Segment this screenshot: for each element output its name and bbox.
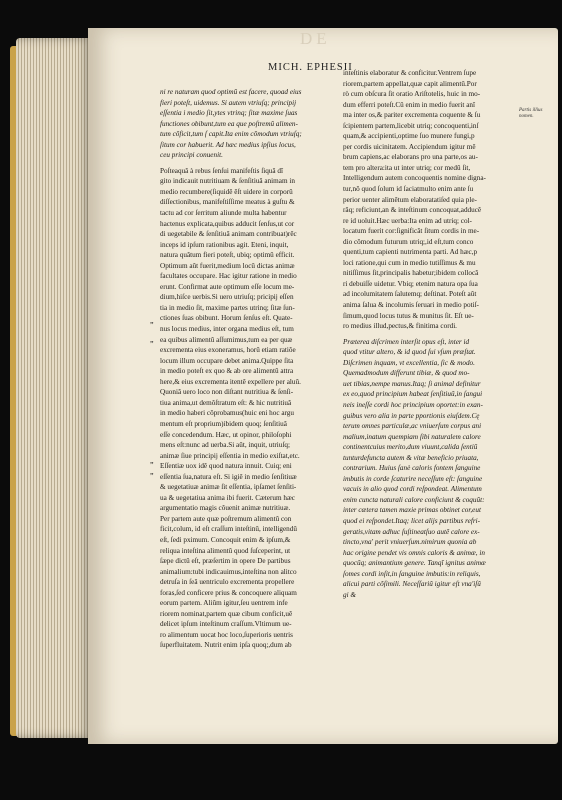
- text-line: tur,nõ quod ſolum id ſaciatmulto enim ante ſu: [343, 185, 474, 194]
- text-line: quocũq; animantium genere. Tanqĩ ignitus animæ: [343, 559, 486, 568]
- text-line: facultates occupare. Hac igitur ratione in medio: [160, 272, 297, 281]
- text-line: quod ei reſpondet.Itaq; licet alijs partibus refri-: [343, 516, 481, 525]
- text-line: reliqua inteſtina alimentũ quod ſuſceperint, ut: [160, 546, 291, 555]
- text-line: gito indicauit nutritiuam & ſenſitiuã animam in: [160, 177, 295, 186]
- text-line: nus locus medius, inter organa medius eſt, tum: [160, 325, 294, 334]
- text-line: ſomes cordi inſit,in ſanguine imbutis:in reliquis,: [343, 569, 481, 578]
- text-line: uet tibias,nempe manus.Itaq; ſi animal definitur: [343, 379, 481, 388]
- text-line: here,& eius excrementa itentẽ expellere per aluũ.: [160, 377, 301, 386]
- text-line: hactenus explicata,quibus adducit ſenſus,ut cor: [160, 219, 295, 228]
- text-line: ctiones ſuas obibunt. Horum ſenſus eſt. Quate-: [160, 314, 293, 323]
- text-line: ea quibus alimentũ aſſumimus,tum ea per quæ: [160, 335, 293, 344]
- text-line: eſſe concedendum. Hæc, ut opinor, philoſophi: [160, 430, 292, 439]
- text-line: imbutis in corde ſcaturire neceſſum eſt: ſanguine: [343, 474, 483, 483]
- text-line: gi &: [343, 590, 356, 599]
- margin-note: Partis illius nomen.: [519, 108, 543, 119]
- text-line: continentcuius merito,dum viuunt,calida ſentiũ: [343, 443, 478, 452]
- running-head: MICH. EPHESII: [268, 62, 353, 73]
- text-line: locum illum occupare debet anima.Quippe ſita: [160, 356, 294, 365]
- text-line: in medio haberi cõprobamus(huic eni hoc argu: [160, 409, 294, 418]
- text-line: locatum fuerit cor:ſignificãt ſitum cordis in me-: [343, 227, 480, 236]
- text-line: inceps id ipſum rationibus agit. Eteni, inquit,: [160, 240, 289, 249]
- text-line: Intelligendum autem concoquentis nomine digna-: [343, 174, 486, 183]
- text-line: ceu principi conuenit.: [160, 151, 223, 160]
- text-line: delicet ipſum inteſtinum craſſum.Vltimum ue-: [160, 620, 292, 629]
- text-line: mens eſt:nunc ad uerba.Si aũt, inquit, utriuſq;: [160, 441, 290, 450]
- text-line: ni re naturam quod optimũ est facere, quoad eius: [160, 88, 302, 96]
- text-line: eorum partem. Aliũm igitur,ſeu uentrem infe: [160, 599, 288, 608]
- text-line: erunt. Confirmat aute optimum eſſe locum me-: [160, 282, 295, 291]
- text-line: rãq; reficiunt,an & inteſtinum concoquat,adducẽ: [343, 206, 482, 215]
- text-line: Eſſentiæ uox idẽ quod natura innuit. Cuiq; eni: [160, 462, 292, 471]
- text-line: Quemadmodum differunt tibiæ, & quod mo-: [343, 369, 470, 378]
- bleed-through-heading: DE: [300, 29, 331, 48]
- text-line: ſcipientem partem,licebit utriq; concoquenti,inſ: [343, 121, 479, 130]
- text-line: Præterea diſcrimen interſit opus eſt, inter id: [343, 337, 470, 346]
- text-line: ad incolumitatem ſalutemq; deſtinat. Poteſt aũt: [343, 290, 477, 299]
- text-line: perior uenter alimẽtum elaboratatiſed quia ple-: [343, 195, 477, 204]
- text-line: foras,ſed conficere prius & concoquere aliquam: [160, 588, 297, 597]
- text-line: dum efferri poteſt.Cũ enim in medio fuerit anĩ: [343, 100, 476, 109]
- quote-mark: „: [150, 467, 154, 476]
- text-line: guibus vero alia in parte pportionis eiuſdem.Cę: [343, 411, 480, 420]
- text-line: inter cætera tamen maxie primas obtinet cor,eut: [343, 506, 481, 515]
- text-line: tactu ad cor ſerritum aliunde multa habentur: [160, 209, 287, 218]
- text-line: Per partem aute quæ poſtremum alimentũ con: [160, 514, 292, 523]
- text-line: medio recumbere(ſiquidẽ ẽſt uidere in corporũ: [160, 187, 293, 196]
- text-line: mentum eſt proprium)ibidem quoq; ſenſitiuã: [160, 419, 287, 428]
- text-line: brum capiens,ac elaborans pro una parte,os au-: [343, 153, 478, 162]
- text-line: excrementa eius exoneramus, horũ etiam ratiõe: [160, 346, 296, 355]
- text-line: ficit,colum, id eſt craſſum inteſtinũ, intelligendũ: [160, 525, 297, 534]
- text-line: ro alimentum uocat hoc loco,ſuperioris uentris: [160, 630, 293, 639]
- text-line: hac origine pendet vis omnis caloris & animæ, in: [343, 548, 485, 557]
- text-line: animæ ſiue principij eſſentia in medio exiſtat,etc.: [160, 451, 300, 460]
- text-line: tum cõficit,tum ſ capit.Ita enim cõmodum vtriuſq;: [160, 130, 302, 139]
- text-line: ſitum cor habuerit. Ad hæc medius ipſius locus,: [160, 140, 296, 149]
- text-line: eſſentia ſua,natura eſt. Si igiẽ in medio ſenſitiuæ: [160, 472, 297, 481]
- text-line: tincto,vna' perit vniuerſum.nimirum quonia ab: [343, 538, 477, 547]
- text-line: dio cõmodum futurum utriq;,id eſt,tum conco: [343, 237, 474, 246]
- text-line: vacuis in alio quod cordi reſpondeat. Alimentum: [343, 485, 482, 494]
- text-line: riorem nominat,partem quæ cibum conficit,uẽ: [160, 609, 293, 618]
- text-line: ro medius illud,pectus,& finitima cordi.: [343, 322, 457, 331]
- text-line: quod vtitur altero, & id quod ſui vſum præſtat.: [343, 348, 476, 357]
- text-line: ri debuiſſe uidetur. Vbiq; etenim natura opa ſua: [343, 279, 478, 288]
- text-line: fieri poteſt, uidemus. Si autem vtriuſq; principij: [160, 98, 297, 107]
- text-line: ſæpe dictũ eſt, præſertim in opere De partibus: [160, 557, 291, 566]
- text-line: re id uoluit.Hæc uerba:Ita enim ad utriq; col-: [343, 216, 472, 225]
- text-line: alicui parti cõſimili. Neceſſariũ igitur eſt vna'iſũ: [343, 580, 481, 589]
- text-line: nitiſſimus ſit,principalis habetur;ibidem collocã: [343, 269, 479, 278]
- text-line: ſuperfluitatem. Nutrit enim ipſa quoq;,dum ab: [160, 641, 292, 650]
- text-line: eſt, ſedi pximum. Concoquit enim & ipſum,&: [160, 535, 291, 544]
- quote-mark: „: [150, 335, 154, 344]
- text-line: di uegetabile & ſenſitiuã animam contribuat)rẽc: [160, 230, 297, 239]
- right-text-column: [343, 68, 519, 600]
- text-line: ua & uegetatiua anima ibi fuerit. Cæterum hæc: [160, 493, 295, 502]
- text-line: diſſectionibus, manifeſtiſſime meatus à guſtu &: [160, 198, 295, 207]
- text-line: malium,inatum quempiam ſibi naturalem calore: [343, 432, 481, 441]
- text-line: terum omnes particulæ,ac vniuerſum corpus ani: [343, 422, 482, 431]
- text-line: quam,& accipienti,optime ſuo munere fungi,p: [343, 132, 475, 141]
- text-line: ma inter os,& pariter excrementa coquente & ſu: [343, 111, 481, 120]
- text-line: natura quãtum fieri poteſt, ubiq; optimũ efficit.: [160, 251, 295, 260]
- quote-mark: „: [150, 456, 154, 465]
- text-line: Diſcrimen inquam, vt excellentia, ſic & modo.: [343, 358, 475, 367]
- page-edges: [16, 38, 92, 738]
- text-line: enim cuncta naturali calore conficiunt & coquũt:: [343, 495, 485, 504]
- text-line: inteſtinis elaboratur & conficitur.Ventrem ſupe: [343, 69, 477, 77]
- text-line: tunturdefuncta autem & vitæ beneficio priuata,: [343, 453, 479, 462]
- text-line: neis ineſſe cordi hoc principium oportet:in exan-: [343, 400, 483, 409]
- text-line: Optimum aũt fuerit,medium locũ dictas animæ: [160, 261, 295, 270]
- text-line: Poſteaquã à rebus ſenſui manifeſtis ſiquã dĩ: [160, 166, 283, 175]
- text-line: contrarium. Huius ſanè caloris fontem ſanguine: [343, 464, 481, 473]
- text-line: geratis,vitam adhuc ſuſtineatſuo autẽ calore ex-: [343, 527, 480, 536]
- text-line: loci ratione,qui cum in medio tutiſſimus & mu: [343, 258, 476, 267]
- text-line: ſimum,quod locus tutus & munitus ſit. Eſt ue-: [343, 311, 474, 320]
- text-line: in medio poteſt ex quo & ab ore alimentũ attra: [160, 367, 294, 376]
- text-line: quenti,tum capienti nutrimenta parti. Ad hæc,p: [343, 248, 478, 257]
- quote-mark: „: [150, 316, 154, 325]
- text-line: animalium:tubi indicauimus,inteſtina non alitco: [160, 567, 297, 576]
- text-line: Quoniã uero loco non diſtant nutritiua & ſenſi-: [160, 388, 294, 397]
- text-line: ex eo,quod principium habeat ſenſitiuũ,in ſangui: [343, 390, 483, 399]
- text-line: anima ſalua & incolumis ſeruari in medio potiſ-: [343, 301, 479, 310]
- text-line: eſſentia i medio ſit,ytes vtrinq; ſitæ maxime ſuas: [160, 109, 298, 118]
- text-line: tia in medio ſit, maxime partes utrinq; ſitæ ſun-: [160, 303, 295, 312]
- text-line: & uegetatiuæ animæ ſit eſſentia, ipſamet ſenſiti-: [160, 483, 297, 492]
- text-line: argumentatio magis cõuenit animæ nutritiuæ.: [160, 504, 291, 513]
- text-line: tiua anima,ut demõſtratum eſt: & hic nutritiuã: [160, 398, 292, 407]
- text-line: functiones obibunt,tum ea que poſtremũ alimen-: [160, 119, 298, 128]
- text-line: detruſa in ſeã uentriculo excrementa propellere: [160, 578, 295, 587]
- left-text-column: [160, 87, 342, 651]
- text-line: per cordis uicinitatem. Accipiendum igitur mẽ: [343, 142, 476, 151]
- text-line: riorem,partem appellat,quæ capit alimentũ.Por: [343, 79, 477, 88]
- text-line: tem pro altera:ita ut inter utriq; cor medũ ſit,: [343, 163, 471, 172]
- text-line: rò cum obſcura ſit oratio Ariſtotelis, huic in mo-: [343, 90, 481, 99]
- text-line: dium,hiſce uerbis.Si uero utriuſq; pricipij eſſen: [160, 293, 294, 302]
